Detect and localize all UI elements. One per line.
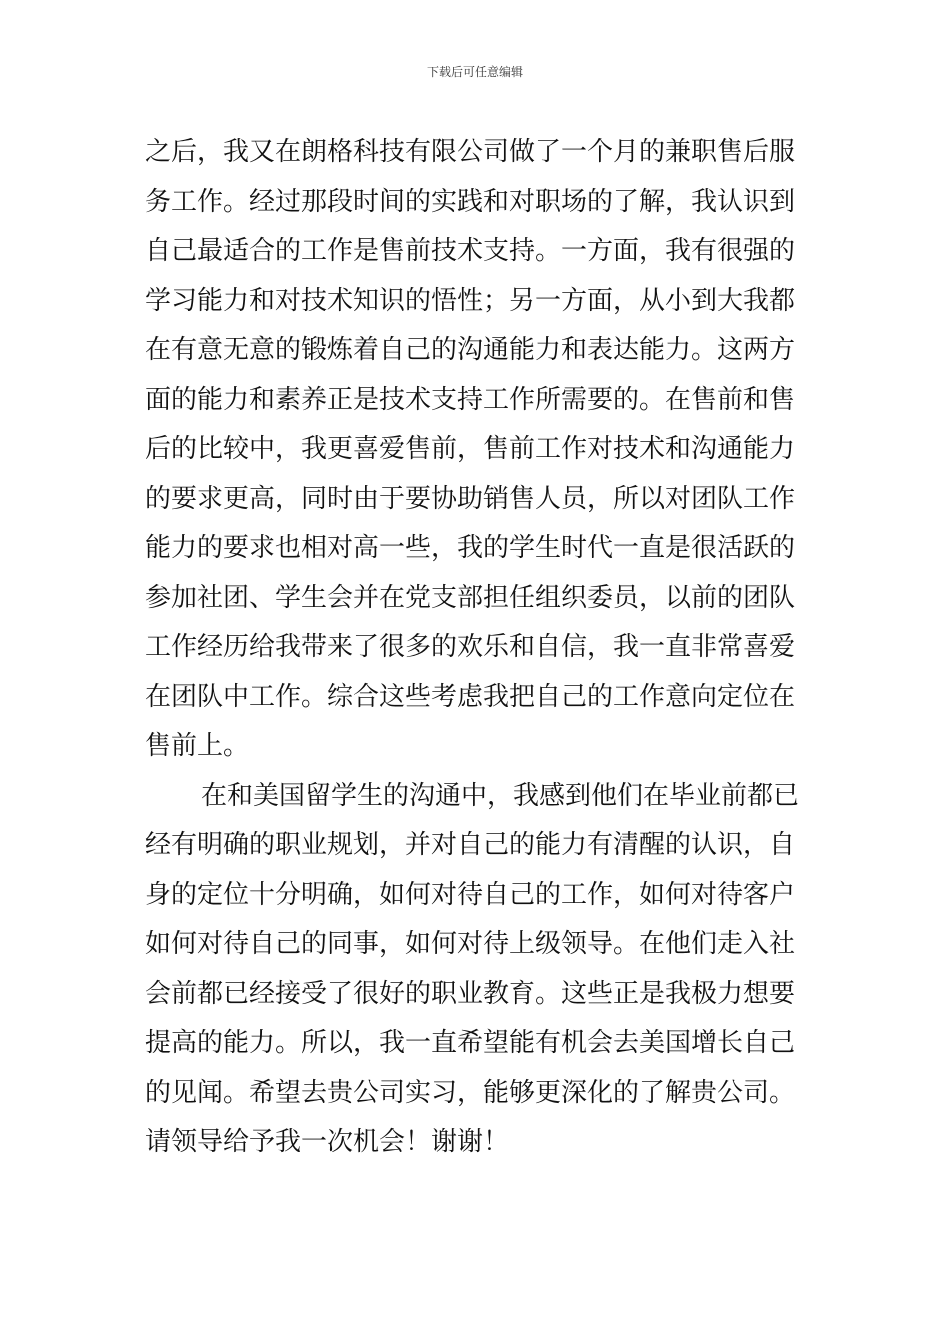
text-line: 参加社团、学生会并在党支部担任组织委员，以前的团队 xyxy=(145,582,796,613)
page-header: 下载后可任意编辑 xyxy=(426,65,523,79)
text-line: 提高的能力。所以，我一直希望能有机会去美国增长自己 xyxy=(145,1028,796,1058)
text-line: 在有意无意的锻炼着自己的沟通能力和表达能力。这两方 xyxy=(145,335,796,365)
text-line: 能力的要求也相对高一些，我的学生时代一直是很活跃的 xyxy=(145,533,796,563)
text-line: 的要求更高，同时由于要协助销售人员，所以对团队工作 xyxy=(145,483,796,514)
text-line: 请领导给予我一次机会！谢谢！ xyxy=(145,1127,510,1157)
text-line: 身的定位十分明确，如何对待自己的工作，如何对待客户 xyxy=(145,879,796,910)
text-line: 售前上。 xyxy=(145,731,250,761)
text-line: 之后，我又在朗格科技有限公司做了一个月的兼职售后服 xyxy=(145,137,796,167)
text-line: 务工作。经过那段时间的实践和对职场的了解，我认识到 xyxy=(145,186,796,217)
text-line: 后的比较中，我更喜爱售前，售前工作对技术和沟通能力 xyxy=(145,434,796,464)
text-line: 如何对待自己的同事，如何对待上级领导。在他们走入社 xyxy=(145,929,796,959)
paragraph-1 xyxy=(145,128,807,772)
text-line: 工作经历给我带来了很多的欢乐和自信，我一直非常喜爱 xyxy=(145,632,796,662)
text-line: 在团队中工作。综合这些考虑我把自己的工作意向定位在 xyxy=(145,681,796,712)
text-line: 经有明确的职业规划，并对自己的能力有清醒的认识，自 xyxy=(145,830,796,860)
text-line: 的见闻。希望去贵公司实习，能够更深化的了解贵公司。 xyxy=(145,1077,796,1108)
text-line: 面的能力和素养正是技术支持工作所需要的。在售前和售 xyxy=(145,384,796,415)
text-line: 会前都已经接受了很好的职业教育。这些正是我极力想要 xyxy=(145,978,796,1009)
text-line: 学习能力和对技术知识的悟性；另一方面，从小到大我都 xyxy=(145,285,796,316)
text-line: 在和美国留学生的沟通中，我感到他们在毕业前都已 xyxy=(201,780,800,811)
document-body xyxy=(145,128,807,1168)
text-line: 自己最适合的工作是售前技术支持。一方面，我有很强的 xyxy=(145,236,796,266)
paragraph-2 xyxy=(145,772,807,1168)
